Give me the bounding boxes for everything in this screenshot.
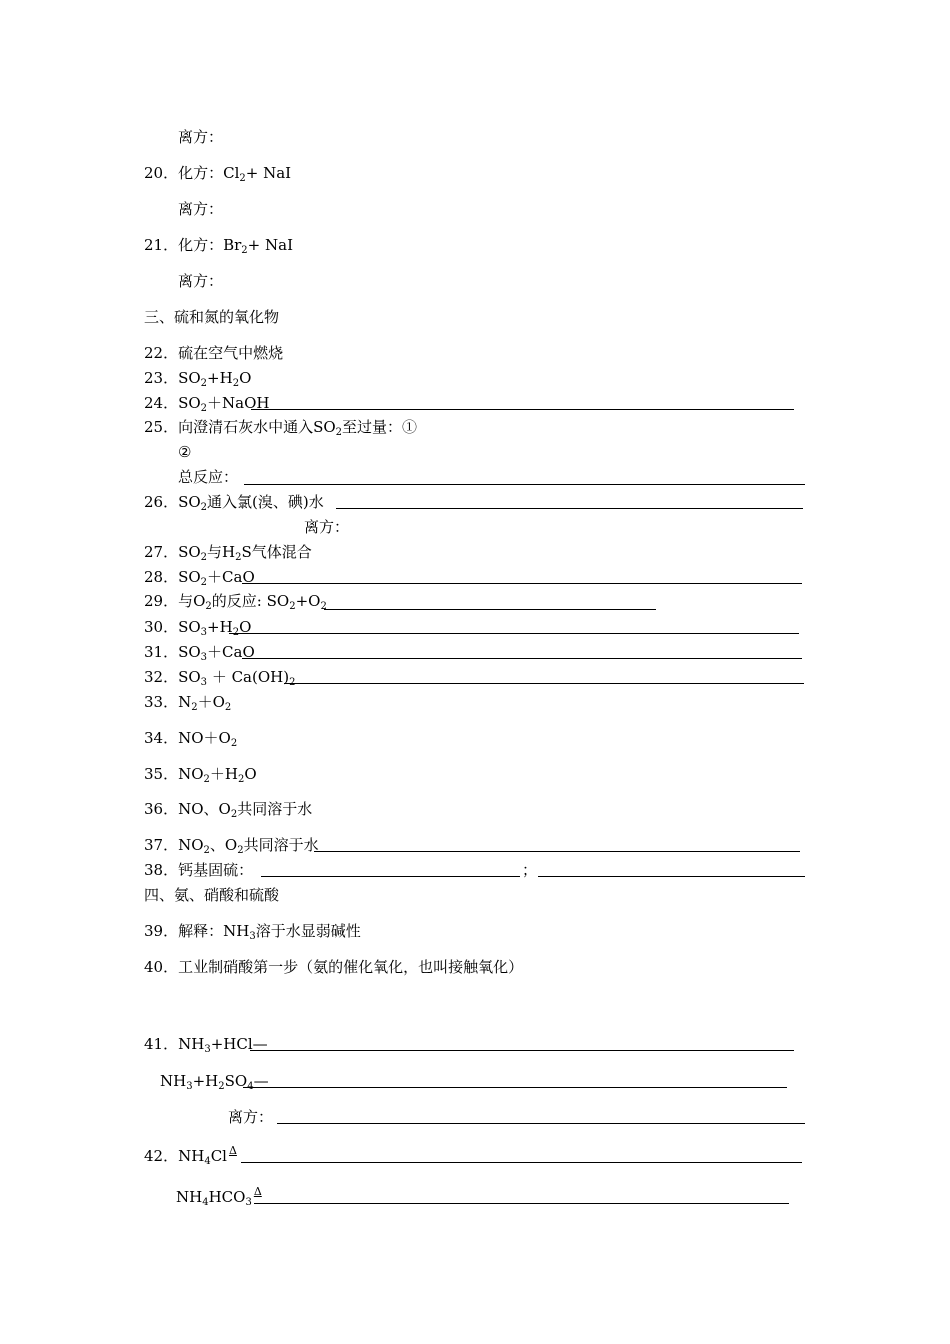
question-text: NH	[176, 1188, 203, 1206]
question-text: 化方：Br	[178, 236, 242, 254]
subscript: 2	[289, 677, 296, 688]
question-text: 、O	[209, 836, 238, 854]
section-heading-3: 三、硫和氮的氧化物	[144, 308, 280, 326]
subscript: 4	[204, 1156, 211, 1167]
question-text: ＋CaO	[207, 568, 255, 586]
question-text: 共同溶于水	[243, 836, 319, 854]
question-31	[144, 643, 255, 661]
subscript: 3	[200, 677, 208, 688]
question-text: SO	[178, 369, 201, 387]
question-text: ＋H	[209, 765, 238, 783]
question-21	[144, 236, 293, 254]
question-text: 至过量：①	[342, 418, 418, 436]
question-text: SO	[178, 543, 201, 561]
question-text: ＋NaOH	[207, 394, 270, 412]
question-37	[144, 836, 319, 854]
question-text: SO	[178, 668, 201, 686]
subscript: 2	[203, 774, 210, 785]
subscript: 3	[245, 1197, 252, 1208]
question-text: 的反应: SO	[211, 592, 290, 610]
question-number: 39．	[144, 922, 179, 940]
question-27	[144, 543, 312, 561]
question-number: 33．	[144, 693, 179, 711]
question-text: 共同溶于水	[237, 800, 313, 818]
question-text: O	[239, 369, 252, 387]
question-text: SO	[224, 1072, 248, 1090]
answer-blank[interactable]	[244, 484, 805, 485]
circled-2-label: ②	[178, 443, 192, 461]
subscript: 2	[320, 601, 327, 612]
question-36	[144, 800, 312, 818]
question-number: 23．	[144, 369, 179, 387]
subscript: 3	[200, 652, 208, 663]
question-26	[144, 493, 324, 511]
subscript: 2	[238, 774, 245, 785]
question-text: 与O	[178, 592, 206, 610]
question-number: 28．	[144, 568, 179, 586]
question-number: 20．	[144, 164, 179, 182]
question-42-part-b	[176, 1185, 262, 1208]
question-number: 37．	[144, 836, 179, 854]
subscript: 2	[232, 627, 240, 638]
question-text: 向澄清石灰水中通入SO	[178, 418, 336, 436]
question-number: 41．	[144, 1035, 179, 1053]
ion-equation-label: 离方：	[178, 272, 224, 290]
question-28	[144, 568, 255, 586]
question-text: SO	[178, 643, 201, 661]
question-number: 29．	[144, 592, 179, 610]
question-text: NH	[178, 1035, 205, 1053]
question-number: 24．	[144, 394, 179, 412]
heat-symbol: Δ	[253, 1185, 262, 1198]
subscript: 2	[218, 1081, 225, 1092]
question-text: 解释：NH	[178, 922, 250, 940]
question-text: SO	[178, 618, 201, 636]
answer-blank[interactable]	[251, 409, 794, 410]
subscript: 2	[200, 403, 208, 414]
answer-blank[interactable]	[229, 633, 799, 634]
section-heading-4: 四、氨、硝酸和硫酸	[144, 886, 280, 904]
question-text: ＋O	[197, 693, 225, 711]
question-text: NH	[178, 1147, 205, 1165]
question-text: 化方：Cl	[178, 164, 240, 182]
subscript: 2	[200, 502, 208, 513]
question-number: 31．	[144, 643, 179, 661]
subscript: 2	[241, 245, 248, 256]
subscript: 2	[200, 378, 208, 389]
answer-blank[interactable]	[243, 1087, 787, 1088]
subscript: 2	[203, 845, 210, 856]
question-text: ＋CaO	[207, 643, 255, 661]
question-number: 34．	[144, 729, 179, 747]
question-text: SO	[178, 568, 201, 586]
question-text: +H	[207, 369, 233, 387]
subscript: 2	[191, 702, 198, 713]
subscript: 4	[247, 1081, 254, 1092]
question-text: HCO	[208, 1188, 246, 1206]
answer-blank[interactable]	[336, 508, 803, 509]
subscript: 2	[230, 809, 238, 820]
question-text: +O	[295, 592, 321, 610]
question-text: + NaI	[245, 164, 292, 182]
subscript: 2	[205, 601, 212, 612]
question-25	[144, 418, 417, 436]
question-text: —	[253, 1072, 269, 1090]
question-42	[144, 1144, 237, 1167]
question-34	[144, 729, 237, 747]
subscript: 2	[232, 378, 240, 389]
question-text: Cl	[210, 1147, 227, 1165]
question-23	[144, 369, 251, 387]
subscript: 3	[200, 627, 208, 638]
question-text: S气体混合	[241, 543, 312, 561]
question-text: +H	[192, 1072, 219, 1090]
subscript: 3	[186, 1081, 193, 1092]
question-number: 21．	[144, 236, 179, 254]
ion-equation-label: 离方：	[178, 200, 224, 218]
question-39	[144, 922, 361, 940]
question-number: 32．	[144, 668, 179, 686]
question-33	[144, 693, 231, 711]
subscript: 2	[239, 173, 246, 184]
subscript: 4	[202, 1197, 209, 1208]
question-text: +HCl—	[210, 1035, 268, 1053]
question-number: 27．	[144, 543, 179, 561]
question-number: 25．	[144, 418, 179, 436]
question-32	[144, 668, 295, 686]
question-text: NO、O	[178, 800, 231, 818]
answer-blank[interactable]	[254, 1203, 789, 1204]
question-text: 通入氯(溴、碘)水	[207, 493, 324, 511]
answer-blank[interactable]	[241, 1162, 802, 1163]
subscript: 2	[224, 702, 232, 713]
question-text: ＋ Ca(OH)	[207, 668, 290, 686]
answer-blank[interactable]	[242, 583, 802, 584]
answer-blank[interactable]	[538, 876, 805, 877]
answer-blank[interactable]	[284, 683, 804, 684]
answer-blank[interactable]	[250, 1050, 794, 1051]
subscript: 2	[335, 427, 343, 438]
answer-blank[interactable]	[277, 1123, 805, 1124]
question-text: O	[244, 765, 257, 783]
subscript: 2	[200, 577, 208, 588]
question-text: NO	[178, 765, 204, 783]
question-number: 36．	[144, 800, 179, 818]
question-text: SO	[178, 394, 201, 412]
question-text: + NaI	[247, 236, 294, 254]
ion-equation-label: 离方：	[304, 518, 350, 536]
question-number: 30．	[144, 618, 179, 636]
question-text: NO＋O	[178, 729, 231, 747]
question-text: O	[239, 618, 252, 636]
question-22: 22．硫在空气中燃烧	[144, 344, 284, 362]
question-text: SO	[178, 493, 201, 511]
question-29	[144, 592, 327, 610]
subscript: 2	[237, 845, 244, 856]
question-text: 溶于水显弱碱性	[255, 922, 361, 940]
subscript: 2	[289, 601, 296, 612]
separator-semicolon: ；	[522, 861, 538, 879]
ion-equation-label: 离方：	[178, 128, 224, 146]
question-number: 26．	[144, 493, 179, 511]
answer-blank[interactable]	[314, 851, 800, 852]
subscript: 3	[249, 931, 256, 942]
question-35	[144, 765, 257, 783]
question-text: NH	[160, 1072, 187, 1090]
subscript: 2	[230, 738, 238, 749]
answer-blank[interactable]	[261, 876, 520, 877]
heat-symbol: Δ	[228, 1144, 237, 1157]
total-reaction-label: 总反应：	[178, 468, 239, 486]
answer-blank[interactable]	[242, 658, 802, 659]
question-number: 42．	[144, 1147, 179, 1165]
ion-equation-label: 离方：	[228, 1108, 274, 1126]
subscript: 2	[235, 552, 242, 563]
question-38: 38．钙基固硫：	[144, 861, 254, 879]
question-text: +H	[207, 618, 233, 636]
question-40: 40．工业制硝酸第一步（氨的催化氧化，也叫接触氧化）	[144, 958, 524, 976]
question-text: NO	[178, 836, 204, 854]
subscript: 3	[204, 1044, 211, 1055]
question-text: N	[178, 693, 192, 711]
question-text: 与H	[207, 543, 236, 561]
subscript: 2	[200, 552, 208, 563]
answer-blank[interactable]	[324, 609, 656, 610]
question-number: 35．	[144, 765, 179, 783]
question-20	[144, 164, 291, 182]
